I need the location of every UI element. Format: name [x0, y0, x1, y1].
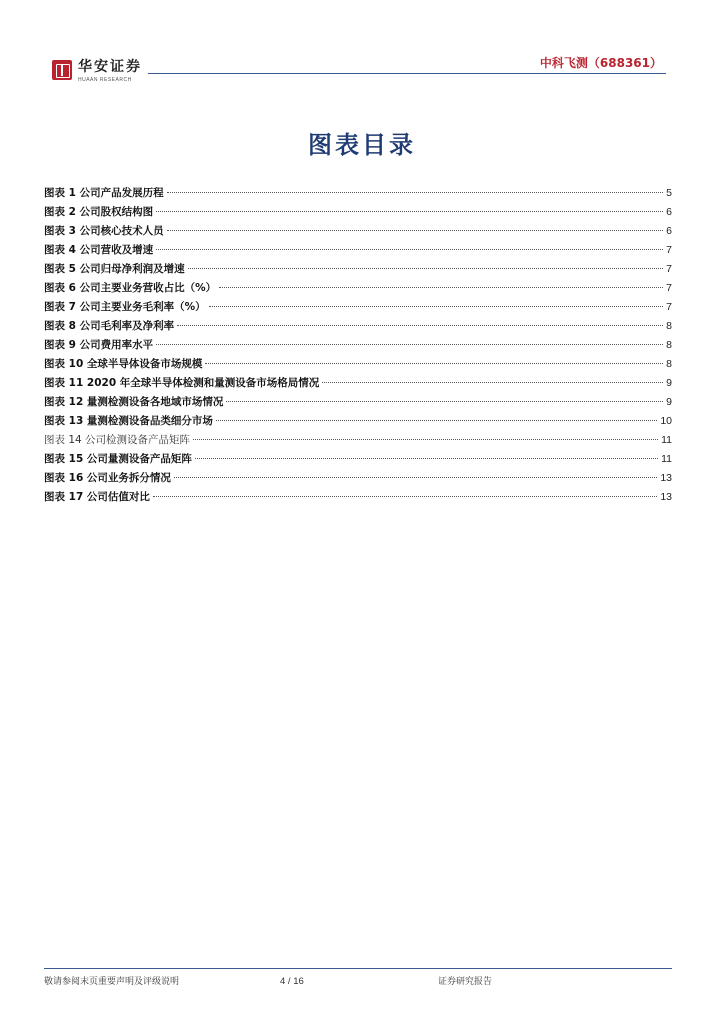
toc-dot-leader — [167, 230, 664, 231]
toc-dot-leader — [167, 192, 664, 193]
toc-entry-page[interactable]: 11 — [661, 434, 672, 446]
toc-entry-label[interactable]: 图表 17 公司估值对比 — [44, 491, 150, 503]
toc-entry-page[interactable]: 7 — [666, 263, 672, 275]
toc-dot-leader — [226, 401, 663, 402]
page-title: 图表目录 — [308, 131, 416, 159]
page-number: 4 / 16 — [280, 976, 304, 987]
toc-dot-leader — [177, 325, 663, 326]
toc-entry-label[interactable]: 图表 5 公司归母净利润及增速 — [44, 263, 185, 275]
toc-entry[interactable] — [44, 374, 672, 393]
toc-dot-leader — [156, 344, 663, 345]
toc-entry-page[interactable]: 7 — [666, 282, 672, 294]
toc-entry-page[interactable]: 6 — [666, 206, 672, 218]
toc-entry-page[interactable]: 7 — [666, 244, 672, 256]
toc-entry[interactable] — [44, 336, 672, 355]
toc-entry-label[interactable]: 图表 13 量测检测设备品类细分市场 — [44, 415, 213, 427]
toc-entry-page[interactable]: 10 — [660, 415, 672, 427]
toc-entry-label[interactable]: 图表 16 公司业务拆分情况 — [44, 472, 171, 484]
toc-dot-leader — [156, 249, 663, 250]
toc-entry[interactable] — [44, 260, 672, 279]
toc-dot-leader — [216, 420, 657, 421]
toc-entry-label[interactable]: 图表 12 量测检测设备各地域市场情况 — [44, 396, 224, 408]
footer-divider — [44, 968, 672, 969]
toc-entry-label[interactable]: 图表 7 公司主要业务毛利率（%） — [44, 301, 206, 313]
toc-dot-leader — [193, 439, 658, 440]
toc-entry-page[interactable]: 11 — [661, 453, 672, 465]
toc-entry-label[interactable]: 图表 10 全球半导体设备市场规模 — [44, 358, 203, 370]
toc-entry[interactable] — [44, 393, 672, 412]
logo-subtext: HUAAN RESEARCH — [78, 77, 132, 83]
toc-entry-page[interactable]: 13 — [660, 491, 672, 503]
logo-text: 华安证券 — [78, 59, 142, 75]
toc-dot-leader — [188, 268, 664, 269]
toc-entry-label[interactable]: 图表 11 2020 年全球半导体检测和量测设备市场格局情况 — [44, 377, 320, 389]
toc-entry-page[interactable]: 9 — [666, 377, 672, 389]
toc-entry-page[interactable]: 6 — [666, 225, 672, 237]
toc-entry[interactable] — [44, 488, 672, 507]
toc-entry-label[interactable]: 图表 6 公司主要业务营收占比（%） — [44, 282, 217, 294]
toc-dot-leader — [153, 496, 657, 497]
toc-entry-page[interactable]: 8 — [666, 339, 672, 351]
toc-dot-leader — [209, 306, 664, 307]
toc-entry[interactable] — [44, 412, 672, 431]
toc-entry[interactable] — [44, 279, 672, 298]
toc-entry-page[interactable]: 8 — [666, 358, 672, 370]
toc-entry-page[interactable]: 8 — [666, 320, 672, 332]
toc-entry[interactable] — [44, 184, 672, 203]
toc-entry-page[interactable]: 7 — [666, 301, 672, 313]
toc-entry-label[interactable]: 图表 8 公司毛利率及净利率 — [44, 320, 175, 332]
toc-entry[interactable] — [44, 431, 672, 450]
toc-dot-leader — [195, 458, 658, 459]
toc-entry[interactable] — [44, 241, 672, 260]
toc-entry-label[interactable]: 图表 2 公司股权结构图 — [44, 206, 154, 218]
toc-entry-page[interactable]: 9 — [666, 396, 672, 408]
toc-dot-leader — [322, 382, 663, 383]
toc-dot-leader — [174, 477, 657, 478]
header-divider — [148, 73, 666, 74]
toc-entry[interactable] — [44, 355, 672, 374]
toc-entry[interactable] — [44, 298, 672, 317]
toc-entry-page[interactable]: 13 — [660, 472, 672, 484]
footer-disclaimer: 敬请参阅末页重要声明及评级说明 — [44, 977, 180, 987]
toc-entry-label[interactable]: 图表 3 公司核心技术人员 — [44, 225, 164, 237]
huaan-logo-icon — [52, 60, 72, 80]
toc-entry[interactable] — [44, 317, 672, 336]
toc-dot-leader — [156, 211, 663, 212]
footer-doc-type: 证券研究报告 — [438, 977, 493, 987]
toc-entry-page[interactable]: 5 — [666, 187, 672, 199]
toc-dot-leader — [219, 287, 663, 288]
toc-entry-label[interactable]: 图表 14 公司检测设备产品矩阵 — [44, 434, 191, 446]
company-name: 中科飞测（688361） — [539, 56, 662, 70]
table-of-figures — [44, 184, 672, 507]
toc-entry-label[interactable]: 图表 4 公司营收及增速 — [44, 244, 154, 256]
toc-entry-label[interactable]: 图表 1 公司产品发展历程 — [44, 187, 164, 199]
toc-entry-label[interactable]: 图表 9 公司费用率水平 — [44, 339, 154, 351]
toc-entry[interactable] — [44, 450, 672, 469]
page-header — [0, 0, 724, 90]
toc-entry[interactable] — [44, 469, 672, 488]
toc-dot-leader — [205, 363, 663, 364]
toc-entry[interactable] — [44, 222, 672, 241]
toc-entry[interactable] — [44, 203, 672, 222]
toc-entry-label[interactable]: 图表 15 公司量测设备产品矩阵 — [44, 453, 192, 465]
